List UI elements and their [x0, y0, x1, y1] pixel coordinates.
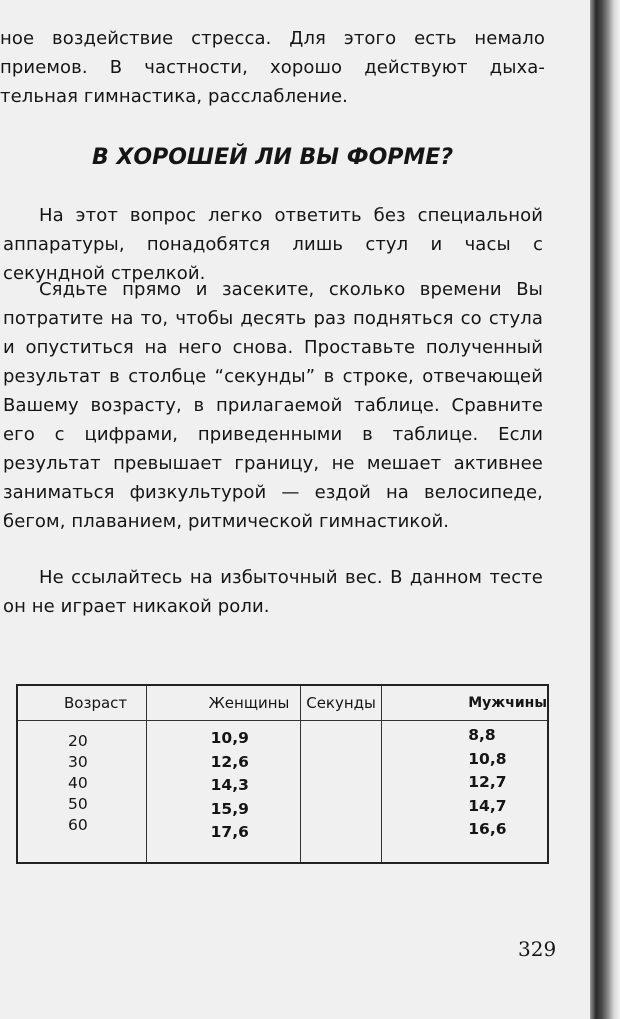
women-value: 14,3	[210, 776, 249, 794]
women-value: 17,6	[210, 823, 249, 841]
women-value: 10,9	[210, 729, 249, 747]
book-spine-shadow	[590, 0, 620, 1019]
age-value: 40	[68, 774, 88, 792]
age-value: 60	[68, 816, 88, 834]
paragraph-text: Сядьте прямо и засеките, сколько времени Вы потратите на то, чтобы десять раз подняться со стула и опуститься на него снова. Проставьте полученный результат в столбце “секунды” в строке, отвечающей Вашему возрасту, в прилагаемой таблице. Сравните его с цифрами, приведенными в таблице. Если результат превышает границу, не мешает активнее заниматься физкультурой — ездой на велосипеде, бегом, плаванием, ритмической гимнастикой.	[3, 279, 543, 532]
age-value: 50	[68, 795, 88, 813]
men-column	[382, 721, 548, 864]
women-value: 15,9	[210, 799, 249, 818]
intro-paragraph	[0, 24, 545, 111]
seconds-column	[300, 721, 381, 864]
fitness-table	[16, 684, 549, 864]
men-value: 12,7	[468, 773, 507, 791]
column-header-men: Мужчины	[382, 685, 548, 721]
intro-line: тельная гимнастика, расслабление.	[0, 86, 349, 107]
age-column	[17, 721, 146, 864]
intro-line: приемов. В частности, хорошо действуют дыха-	[0, 57, 545, 78]
page-number: 329	[518, 937, 557, 961]
paragraph-text: На этот вопрос легко ответить без специальной аппаратуры, понадобятся лишь стул и часы с секундной стрелкой.	[3, 205, 543, 284]
men-value: 8,8	[468, 726, 496, 744]
column-header-age: Возраст	[17, 685, 146, 721]
men-value: 14,7	[468, 796, 507, 815]
column-header-seconds: Секунды	[300, 685, 381, 721]
age-value: 20	[68, 732, 88, 750]
women-column	[146, 721, 300, 864]
table-body-row	[17, 721, 548, 864]
men-value: 16,6	[468, 820, 507, 838]
intro-line: ное воздействие стресса. Для этого есть немало	[0, 28, 545, 49]
paragraph-weight-note	[0, 563, 543, 621]
age-value: 30	[68, 753, 88, 771]
paragraph-instructions	[0, 275, 543, 536]
men-value: 10,8	[468, 749, 507, 768]
table-header-row	[17, 685, 548, 721]
section-heading: В ХОРОШЕЙ ЛИ ВЫ ФОРМЕ?	[92, 145, 454, 170]
paragraph-text: Не ссылайтесь на избыточный вес. В данном тесте он не играет никакой роли.	[3, 567, 543, 617]
women-value: 12,6	[210, 752, 249, 771]
column-header-women: Женщины	[146, 685, 300, 721]
